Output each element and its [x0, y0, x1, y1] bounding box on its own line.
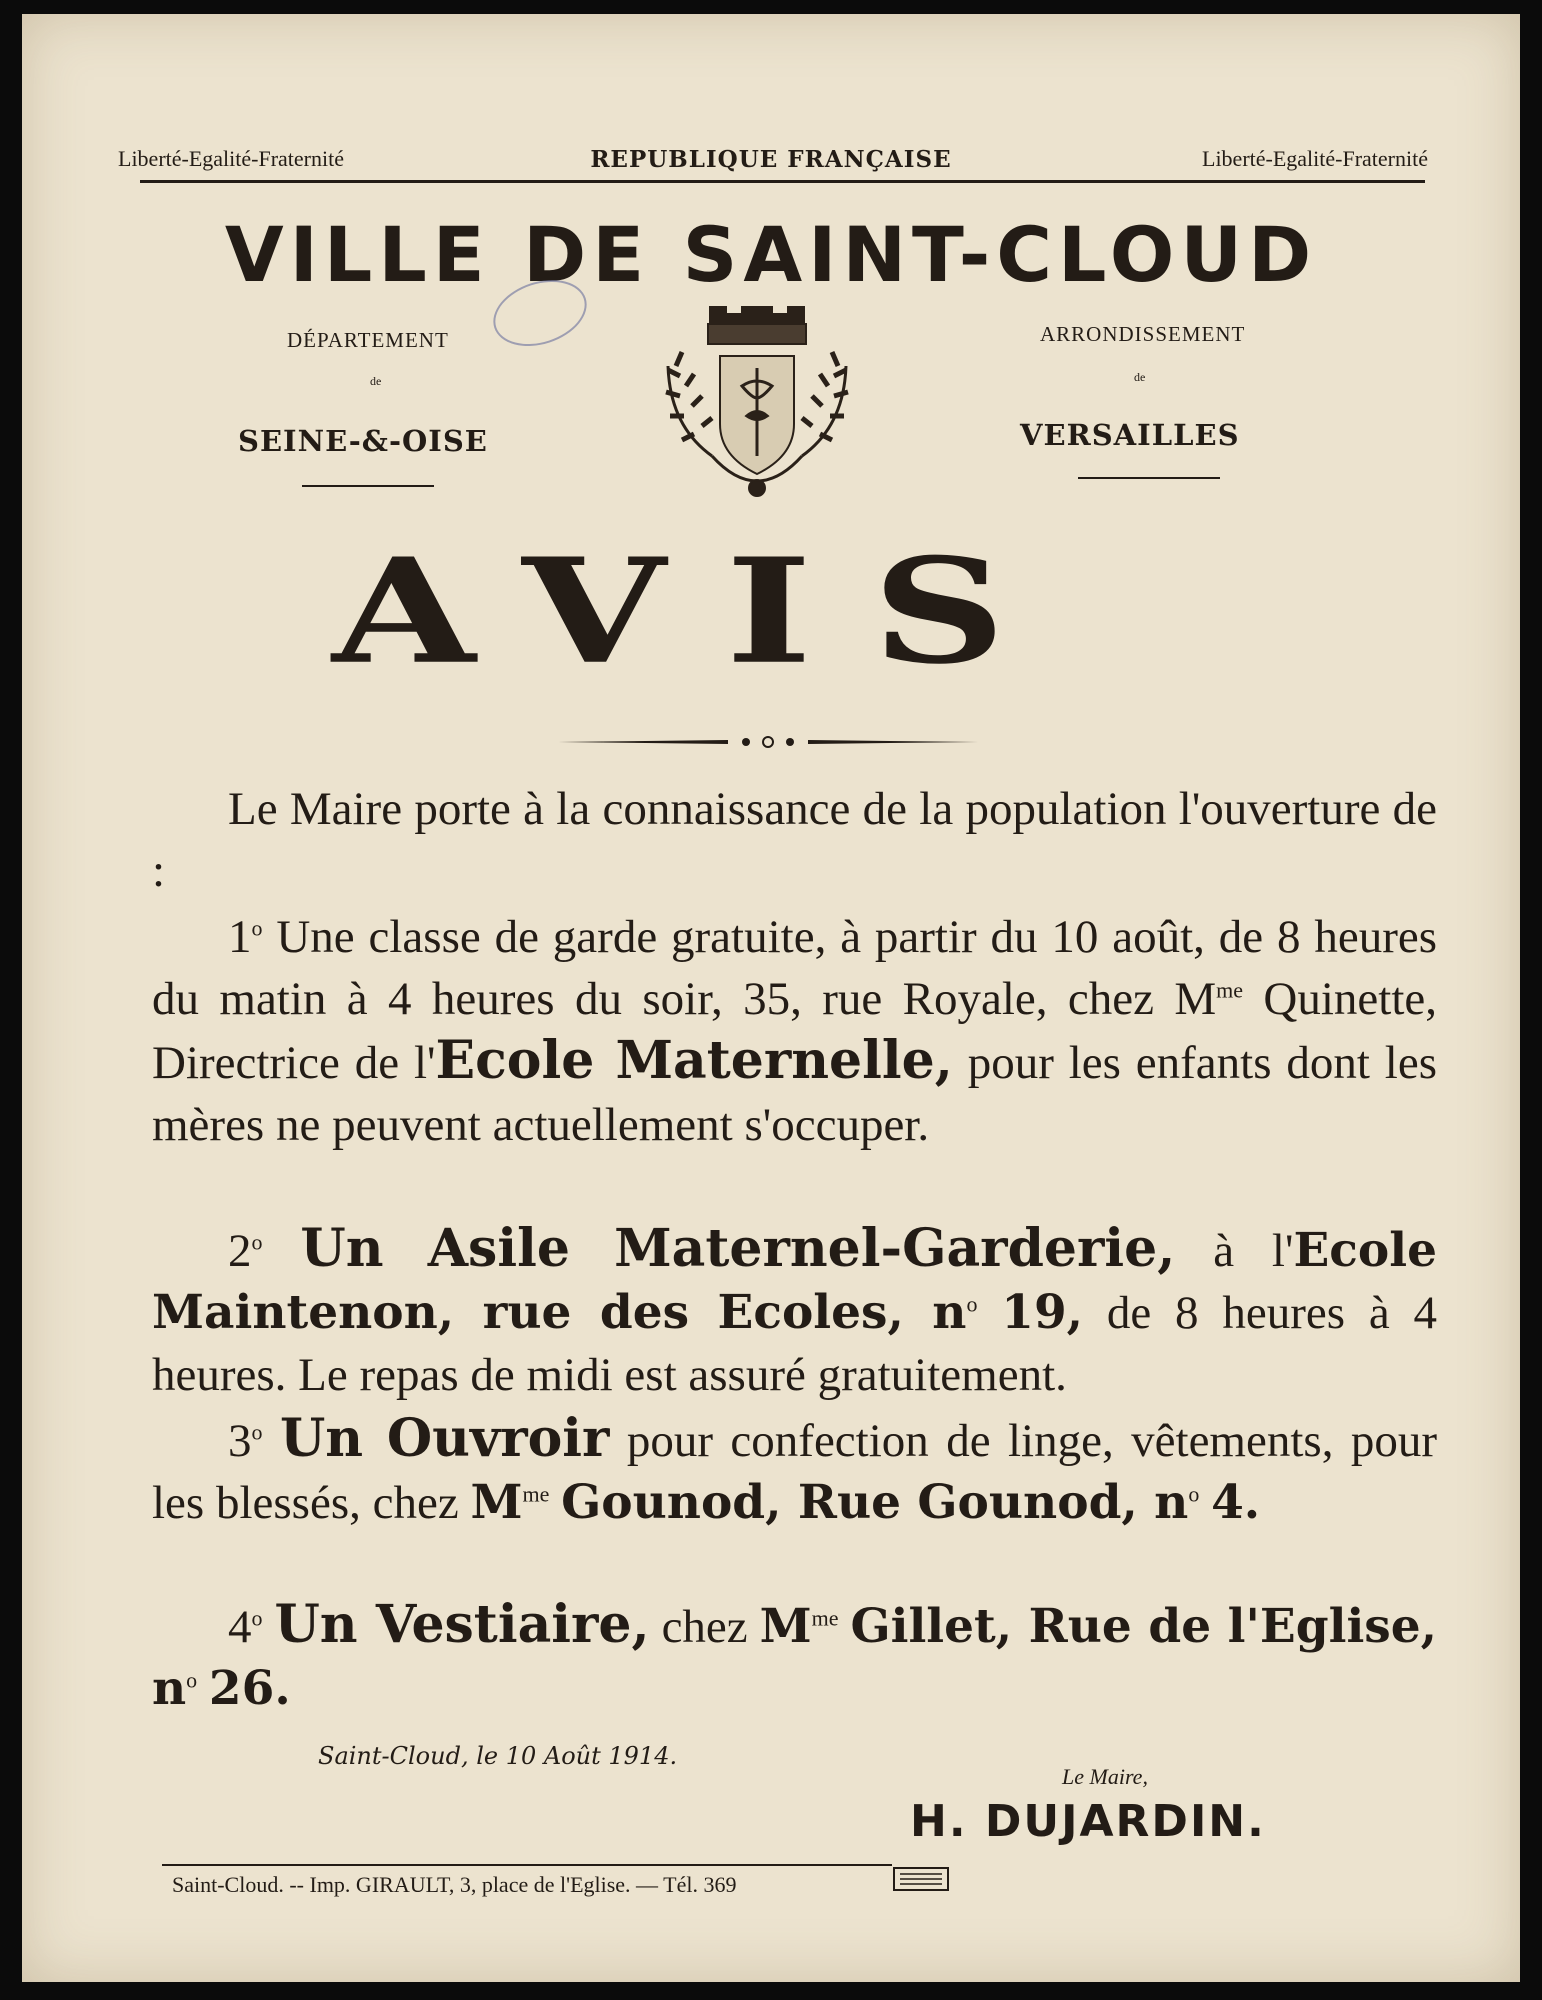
item-2-ecole-maintenon: Ecole Maintenon, rue des Ecoles, n: [152, 1223, 1437, 1340]
item-4-gillet: Gillet, Rue de l'Eglise, n: [152, 1599, 1438, 1716]
item-3-no: o: [1188, 1481, 1200, 1507]
item-3-mme: me: [522, 1481, 550, 1507]
motto-right: Liberté-Egalité-Fraternité: [1202, 146, 1428, 171]
poster: [22, 14, 1520, 1982]
item-3-text-a: pour confection de linge, vêtements, pour les blessés, chez: [152, 1415, 1438, 1529]
item-1-number: 1: [228, 911, 252, 963]
ornamental-divider-icon: [558, 734, 978, 750]
departement-de: de: [370, 374, 382, 388]
item-2-text-b: de 8 heures à 4 heures. Le repas de midi est assuré gratuitement.: [152, 1287, 1437, 1401]
departement-name: SEINE-&-OISE: [238, 424, 488, 458]
item-3-number-4: 4.: [1211, 1475, 1261, 1530]
item-2-number-19: 19,: [1001, 1285, 1084, 1340]
item-1-mme: me: [1216, 977, 1244, 1003]
city-coat-of-arms-icon: [650, 306, 864, 534]
printer-mark-icon: [892, 1864, 950, 1894]
item-3: [152, 1408, 1437, 1534]
signature-name: H. DUJARDIN.: [910, 1796, 1266, 1847]
intro-text: Le Maire porte à la connaissance de la population l'ouverture de :: [152, 783, 1437, 897]
item-3-number: 3: [228, 1415, 252, 1467]
right-short-rule: [1078, 477, 1220, 479]
item-4-text-a: chez: [661, 1601, 748, 1653]
printer-rule: [162, 1864, 892, 1866]
item-1-ecole-maternelle: Ecole Maternelle,: [435, 1030, 953, 1091]
avis-heading: AVIS: [332, 526, 1066, 697]
departement-label: DÉPARTEMENT: [287, 328, 449, 352]
item-4-no: o: [186, 1667, 198, 1693]
item-4-m: M: [759, 1599, 812, 1654]
item-4-number: 4: [228, 1601, 252, 1653]
header-rule: [140, 180, 1425, 183]
item-3-ouvroir: Un Ouvroir: [279, 1408, 610, 1469]
item-1-text-b: Quinette, Directrice de l': [152, 973, 1437, 1089]
left-short-rule: [302, 485, 434, 487]
arrondissement-label: ARRONDISSEMENT: [1040, 322, 1246, 346]
republique-francaise: REPUBLIQUE FRANÇAISE: [590, 146, 952, 173]
item-4-ordinal: o: [251, 1605, 263, 1631]
item-4: [152, 1594, 1437, 1720]
item-4-number-26: 26.: [208, 1661, 291, 1716]
arrondissement-de: de: [1134, 370, 1146, 384]
item-3-gounod: Gounod, Rue Gounod, n: [561, 1475, 1189, 1530]
item-1-ordinal: o: [251, 915, 263, 941]
arrondissement-name: VERSAILLES: [1020, 418, 1240, 452]
item-1: [152, 906, 1437, 1156]
motto-left: Liberté-Egalité-Fraternité: [118, 146, 344, 171]
intro-paragraph: [152, 778, 1437, 902]
item-2-ordinal: o: [251, 1229, 263, 1255]
item-2-text-a: à l': [1213, 1225, 1294, 1277]
item-4-mme: me: [811, 1605, 839, 1631]
item-2: [152, 1218, 1437, 1406]
date-line: Saint-Cloud, le 10 Août 1914.: [318, 1742, 678, 1770]
item-2-asile: Un Asile Maternel-Garderie,: [300, 1218, 1176, 1279]
item-1-text-a: Une classe de garde gratuite, à partir du 10 août, de 8 heures du matin à 4 heures du soir, 35, rue Royale, chez M: [152, 911, 1438, 1025]
item-2-no: o: [966, 1291, 978, 1317]
item-3-ordinal: o: [251, 1419, 263, 1445]
item-1-text-c: pour les enfants dont les mères ne peuvent actuellement s'occuper.: [152, 1037, 1437, 1151]
item-3-m: M: [470, 1475, 523, 1530]
item-2-number: 2: [228, 1225, 252, 1277]
printer-line: Saint-Cloud. -- Imp. GIRAULT, 3, place de l'Eglise. — Tél. 369: [172, 1872, 737, 1897]
page-title: VILLE DE SAINT-CLOUD: [224, 210, 1318, 299]
item-4-vestiaire: Un Vestiaire,: [274, 1594, 650, 1655]
signature-title: Le Maire,: [1062, 1764, 1148, 1789]
